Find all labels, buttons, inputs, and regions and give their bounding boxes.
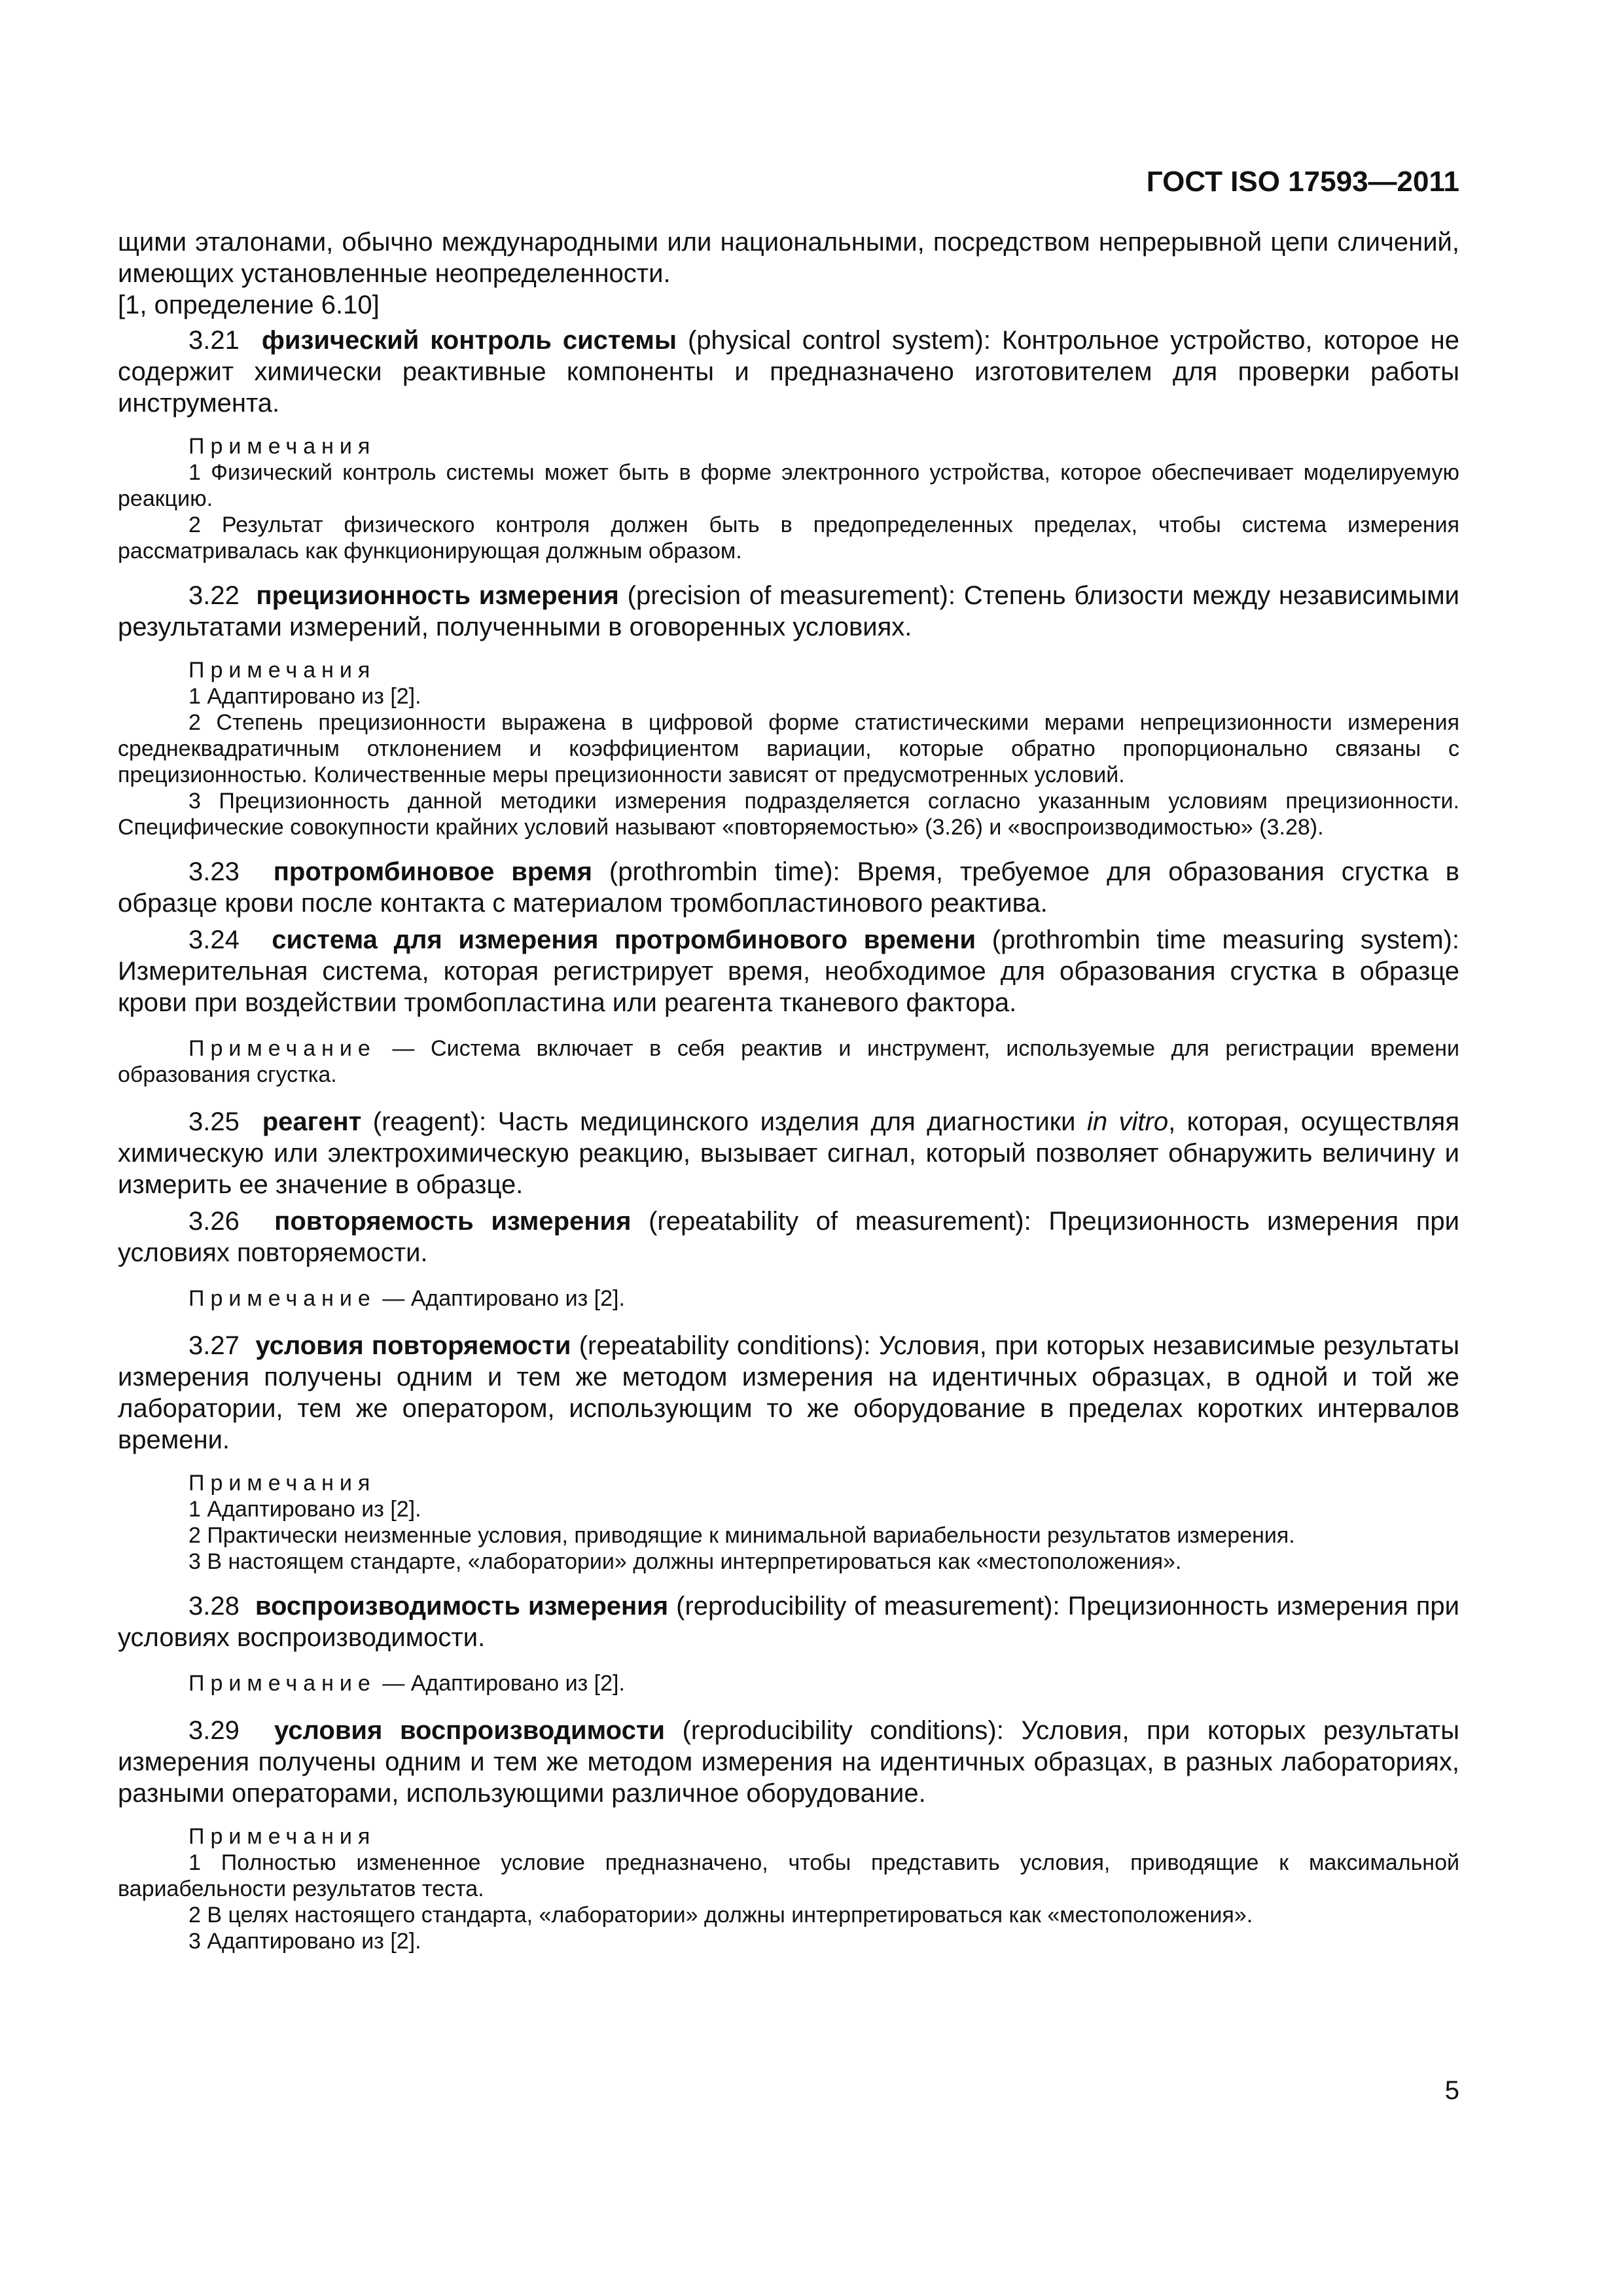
term-number: 3.26 [188,1207,240,1236]
notes-block [118,433,1459,564]
note-item: 2 В целях настоящего стандарта, «лаборатории» должны интерпретироваться как «местоположения». [188,1903,1253,1928]
term-definition-start: Часть медицинского изделия для диагностики [497,1107,1087,1136]
note-item: 3 В настоящем стандарте, «лаборатории» должны интерпретироваться как «местоположения». [188,1549,1182,1574]
term-name: повторяемость измерения [274,1207,632,1236]
term-english: (reproducibility conditions): [682,1716,1004,1745]
term-number: 3.23 [188,857,240,886]
term-paragraph [118,1330,1459,1456]
note-item: 1 Адаптировано из [2]. [188,684,421,709]
term-definition: Время, требуемое для образования сгустка в образце крови после контакта с материалом тромбопластинового реактива. [118,857,1459,918]
notes-heading: Примечания [188,434,376,459]
term-paragraph [118,325,1459,419]
notes-block [118,657,1459,840]
page-number: 5 [1444,2076,1459,2105]
term-3-28 [118,1590,1459,1696]
intro-source: [1, определение 6.10] [118,291,380,319]
term-name: условия воспроизводимости [274,1716,666,1745]
notes-block [118,1823,1459,1954]
note-label: Примечание [188,1286,376,1311]
note-item: 1 Физический контроль системы может быть в форме электронного устройства, которое обеспечивает моделируемую реакцию. [118,460,1459,511]
note-single [118,1670,1459,1696]
term-paragraph [118,924,1459,1018]
term-definition: Прецизионность измерения при условиях повторяемости. [118,1207,1459,1267]
note-single [118,1285,1459,1312]
note-text: — Адаптировано из [2]. [376,1286,625,1311]
note-item: 2 Степень прецизионности выражена в цифровой форме статистическими мерами непрецизионности измерения среднеквадратичным отклонением и коэффициентом вариации, которые обратно пропорционально связаны с прецизионностью. Количественные меры прецизионности зависят от предусмотренных условий. [118,710,1459,787]
term-english: (repeatability of measurement): [649,1207,1031,1236]
note-label: Примечание [188,1036,376,1061]
term-paragraph [118,1206,1459,1268]
term-english: (prothrombin time measuring system): [991,925,1459,954]
notes-heading: Примечания [188,1824,376,1849]
notes-heading: Примечания [188,658,376,683]
term-english: (prothrombin time): [609,857,840,886]
term-number: 3.27 [188,1331,240,1360]
standard-header: ГОСТ ISO 17593—2011 [1146,166,1459,198]
term-name: протромбиновое время [273,857,592,886]
note-text: — Адаптировано из [2]. [376,1671,625,1696]
term-definition-italic: in vitro [1086,1107,1169,1136]
note-item: 2 Результат физического контроля должен быть в предопределенных пределах, чтобы система измерения рассматривалась как функционирующая должным образом. [118,512,1459,564]
term-number: 3.28 [188,1592,240,1621]
term-3-26 [118,1206,1459,1312]
note-item: 3 Адаптировано из [2]. [188,1929,421,1954]
term-name: воспроизводимость измерения [255,1592,669,1621]
intro-block [118,226,1459,321]
term-number: 3.22 [188,581,240,610]
term-number: 3.24 [188,925,240,954]
term-3-21 [118,325,1459,564]
term-number: 3.29 [188,1716,240,1745]
term-name: прецизионность измерения [256,581,619,610]
notes-heading: Примечания [188,1471,376,1496]
term-3-22 [118,580,1459,840]
term-number: 3.21 [188,326,240,355]
term-3-27 [118,1330,1459,1575]
term-english: (reproducibility of measurement): [676,1592,1060,1621]
term-definition-end: , которая, осуществляя химическую или электрохимическую реакцию, вызывает сигнал, который позволяет обнаружить величину и измерить ее значение в образце. [118,1107,1460,1199]
term-3-24 [118,924,1459,1088]
note-item: 1 Полностью измененное условие предназначено, чтобы представить условия, приводящие к максимальной вариабельности результатов теста. [118,1850,1459,1901]
term-definition: Степень близости между независимыми результатами измерений, полученными в оговоренных условиях. [118,581,1459,641]
term-3-23 [118,856,1459,919]
term-definition: Условия, при которых результаты измерения получены одним и тем же методом измерения на идентичных образцах, в разных лабораториях, разными операторами, использующими различное оборудование. [118,1716,1459,1808]
term-3-29 [118,1715,1459,1954]
note-label: Примечание [188,1671,376,1696]
note-item: 1 Адаптировано из [2]. [188,1497,421,1522]
note-single [118,1035,1459,1088]
term-name: реагент [262,1107,362,1136]
term-paragraph [118,1715,1459,1809]
note-item: 3 Прецизионность данной методики измерения подразделяется согласно указанным условиям прецизионности. Специфические совокупности крайних условий называют «повторяемостью» (3.26) и «воспроизводимостью» (3.28). [118,789,1459,840]
term-paragraph [118,1106,1459,1200]
term-name: система для измерения протромбинового времени [272,925,976,954]
intro-text: щими эталонами, обычно международными или национальными, посредством непрерывной цепи сличений, имеющих установленные неопределенности. [118,228,1459,288]
term-paragraph [118,580,1459,643]
term-english: (reagent): [372,1107,487,1136]
term-definition: Измерительная система, которая регистрирует время, необходимое для образования сгустка в образце крови при воздействии тромбопластина или реагента тканевого фактора. [118,957,1459,1017]
term-definition: Условия, при которых независимые результаты измерения получены одним и тем же методом измерения на идентичных образцах, в одной и той же лаборатории, тем же оператором, использующим то же оборудование в пределах коротких интервалов времени. [118,1331,1459,1454]
term-name: физический контроль системы [261,326,677,355]
term-english: (precision of measurement): [627,581,955,610]
term-3-25 [118,1106,1459,1200]
note-text: — Система включает в себя реактив и инструмент, используемые для регистрации времени образования сгустка. [118,1036,1459,1087]
term-paragraph [118,856,1459,919]
term-definition: Прецизионность измерения при условиях воспроизводимости. [118,1592,1459,1652]
note-item: 2 Практически неизменные условия, приводящие к минимальной вариабельности результатов измерения. [188,1523,1295,1548]
term-definition: Контрольное устройство, которое не содержит химически реактивные компоненты и предназначено изготовителем для проверки работы инструмента. [118,326,1459,418]
notes-block [118,1470,1459,1575]
term-paragraph [118,1590,1459,1653]
term-name: условия повторяемости [255,1331,571,1360]
term-english: (physical control system): [687,326,991,355]
term-number: 3.25 [188,1107,240,1136]
term-english: (repeatability conditions): [579,1331,871,1360]
